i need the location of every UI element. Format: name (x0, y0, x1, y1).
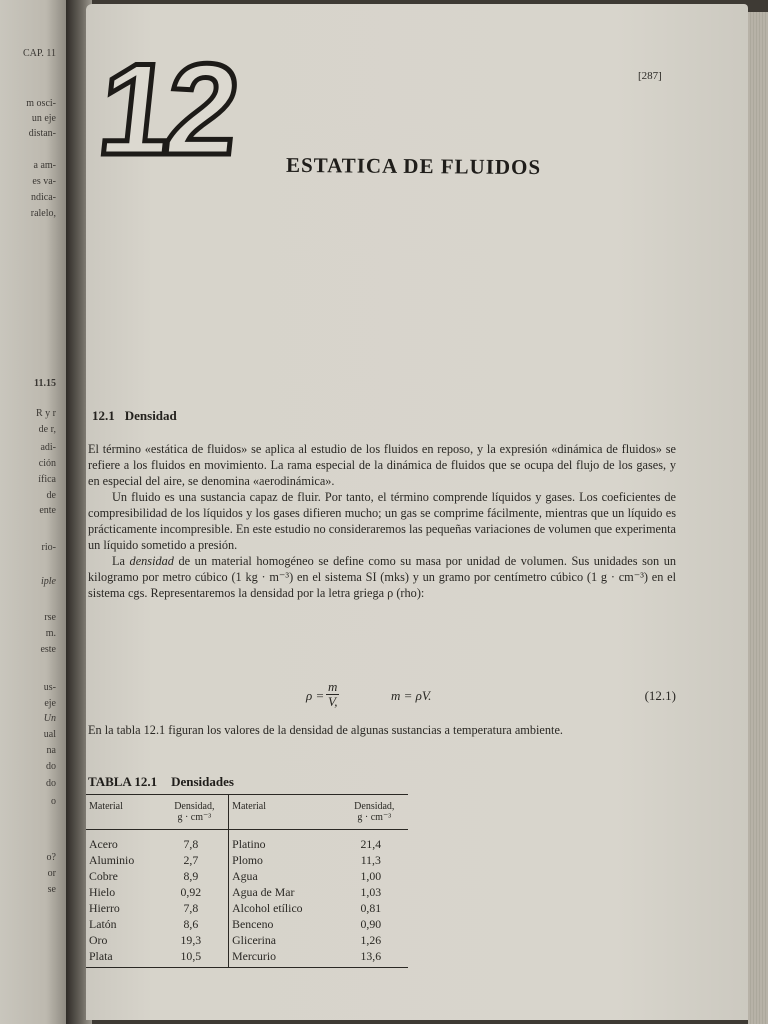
left-page-margin (0, 0, 66, 1024)
table-row (86, 884, 408, 900)
density-table (86, 774, 416, 968)
left-page-line: se (47, 884, 56, 895)
chapter-number: 12 (92, 36, 241, 182)
formula-fraction (326, 680, 339, 709)
left-page-line: do (46, 778, 56, 789)
left-page-line: un eje (31, 113, 56, 124)
paragraph-3-before: La (112, 554, 130, 568)
left-page-line: rse (44, 612, 56, 623)
right-page (86, 4, 748, 1020)
page-number: [287] (638, 70, 662, 82)
left-page-line: or (47, 868, 56, 879)
left-page-line: do (46, 761, 56, 772)
left-page-line: adi- (40, 442, 56, 453)
density-cell: 13,6 (341, 948, 408, 968)
formula-numerator: m (328, 679, 338, 694)
left-page-line: o? (46, 852, 56, 863)
left-page-line: ual (43, 729, 56, 740)
left-page-line: us- (43, 682, 56, 693)
material-cell: Mercurio (229, 948, 341, 968)
section-title: Densidad (124, 408, 177, 423)
table-row (86, 868, 408, 884)
density-cell: 0,92 (180, 885, 202, 899)
header-material-2: Material (229, 795, 341, 830)
material-cell: Agua de Mar (229, 884, 341, 900)
density-cell: 10,5 (161, 948, 229, 968)
material-cell: Plomo (229, 852, 341, 868)
table-row (86, 932, 408, 948)
material-cell: Hielo (89, 885, 116, 899)
paragraph-2: Un fluido es una sustancia capaz de fluir. Por tanto, el término comprende líquidos y gases. Los coeficientes de compresibilidad de los líquidos y los gases difieren mucho; un gas se comprime fácilmente, mientras que un líquido es prácticamente incompresible. En este estudio no consideraremos las pequeñas variaciones de volumen que experimenta un líquido sometido a presión. (88, 490, 676, 552)
material-cell: Cobre (89, 869, 118, 883)
density-cell: 1,00 (360, 869, 382, 883)
left-page-line: CAP. 11 (23, 48, 56, 59)
section-number: 12.1 (92, 408, 115, 423)
table-label: TABLA 12.1 (88, 774, 158, 789)
header-density: Densidad, g · cm⁻³ (161, 795, 229, 830)
chapter-title: ESTATICA DE FLUIDOS (285, 152, 542, 180)
material-cell: Oro (89, 933, 108, 947)
material-cell: Benceno (229, 916, 341, 932)
left-page-line: ente (39, 505, 56, 516)
material-cell: Agua (229, 868, 341, 884)
equation-number: (12.1) (644, 688, 676, 703)
table-title (86, 774, 416, 790)
material-cell: Glicerina (229, 932, 341, 948)
density-cell: 21,4 (360, 837, 382, 851)
table-row (86, 830, 408, 853)
density-cell: 1,26 (360, 933, 382, 947)
density-cell: 0,81 (360, 901, 382, 915)
left-page-line: ndica- (31, 192, 56, 203)
table-row (86, 900, 408, 916)
table-header-row (86, 795, 408, 830)
left-page-line: Un (43, 713, 56, 724)
left-page-line: ralelo, (30, 208, 56, 219)
left-page-line: de r, (38, 424, 56, 435)
table-row (86, 852, 408, 868)
header-material: Material (86, 795, 161, 830)
density-term: densidad (129, 554, 174, 568)
density-cell: 1,03 (360, 885, 382, 899)
material-cell: Aluminio (89, 853, 135, 867)
left-page-line: rio- (41, 542, 56, 553)
left-page-line: es va- (32, 176, 56, 187)
header-density-2: Densidad, g · cm⁻³ (341, 795, 408, 830)
material-cell: Plata (86, 948, 161, 968)
density-table-grid (86, 794, 408, 968)
body-text (88, 441, 676, 601)
density-cell: 8,6 (183, 917, 199, 931)
formula-lhs: ρ = (306, 688, 325, 703)
left-page-line: ífica (38, 474, 56, 485)
material-cell: Platino (229, 830, 341, 853)
table-row (86, 916, 408, 932)
material-cell: Hierro (89, 901, 120, 915)
left-page-line: na (46, 745, 56, 756)
left-page-line: o (51, 796, 56, 807)
left-page-line: de (46, 490, 56, 501)
material-cell: Latón (89, 917, 117, 931)
material-cell: Alcohol etílico (229, 900, 341, 916)
page-edge (748, 12, 768, 1024)
density-cell: 8,9 (183, 869, 199, 883)
paragraph-3-after: de un material homogéneo se define como su masa por unidad de volumen. Sus unidades son un kilogramo por metro cúbico (1 kg · m⁻³) en el sistema SI (mks) y un gramo por centímetro cúbico (1 g · cm⁻³) en el sistema cgs. Representaremos la densidad por la letra griega ρ (rho): (88, 554, 677, 600)
table-row (86, 948, 408, 968)
formula-second: m = ρV. (391, 688, 432, 703)
left-page-line: m osci- (26, 98, 56, 109)
density-cell: 11,3 (360, 853, 381, 867)
left-page-line: eje (44, 698, 56, 709)
left-page-line: distan- (28, 128, 56, 139)
paragraph-3 (88, 553, 676, 601)
left-page-line: R y r (36, 408, 56, 419)
density-cell: 7,8 (183, 837, 199, 851)
density-cell: 2,7 (183, 853, 199, 867)
left-page-line: ción (38, 458, 56, 469)
density-cell: 19,3 (180, 933, 202, 947)
paragraph-4: En la tabla 12.1 figuran los valores de la densidad de algunas sustancias a temperatura ambiente. (88, 723, 563, 737)
table-name: Densidades (171, 774, 234, 789)
left-page-line: este (40, 644, 56, 655)
left-page-line: iple (41, 576, 56, 587)
left-page-line: 11.15 (34, 378, 56, 389)
left-page-line: m. (45, 628, 56, 639)
table-intro (88, 722, 676, 738)
formula-denominator: V, (327, 694, 338, 709)
density-cell: 0,90 (360, 917, 382, 931)
material-cell: Acero (89, 837, 118, 851)
density-cell: 7,8 (183, 901, 199, 915)
section-heading (92, 408, 177, 424)
left-page-line: a am- (33, 160, 56, 171)
paragraph-1: El término «estática de fluidos» se aplica al estudio de los fluidos en reposo, y la expresión «dinámica de fluidos» se refiere a los fluidos en movimiento. La rama especial de la dinámica de fluidos que se ocupa del flujo de los gases, y en especial del aire, se denomina «aerodinámica». (88, 442, 676, 488)
